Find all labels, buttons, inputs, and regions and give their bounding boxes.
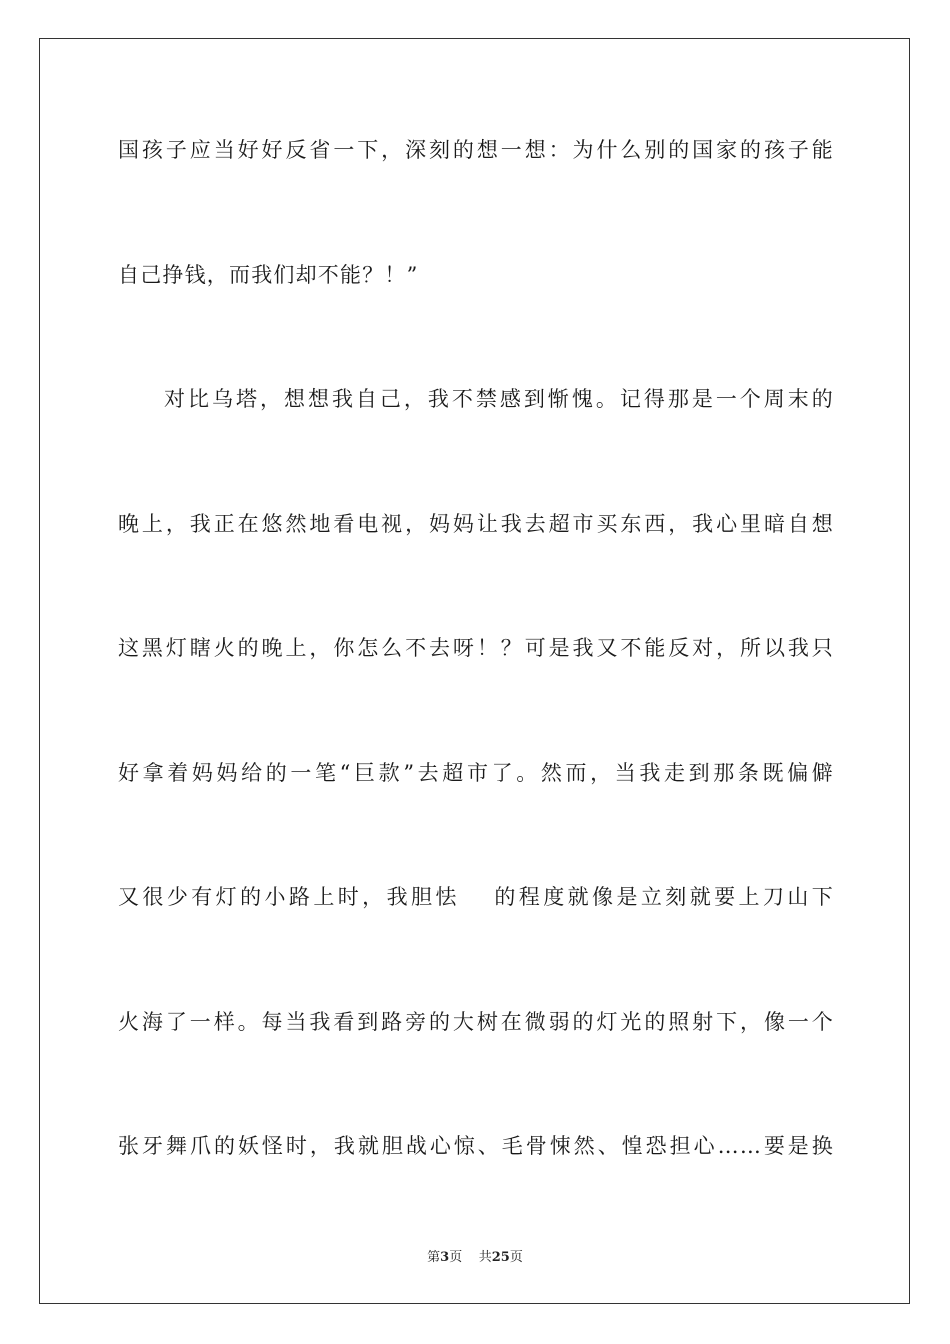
text-line: 好拿着妈妈给的一笔“巨款”去超市了。然而，当我走到那条既偏僻	[118, 760, 834, 785]
page-number: 3	[440, 1250, 450, 1265]
text-line: 张牙舞爪的妖怪时，我就胆战心惊、毛骨悚然、惶恐担心……要是换	[118, 1134, 834, 1158]
total-pages: 25	[491, 1250, 510, 1265]
text-line: 晚上，我正在悠然地看电视，妈妈让我去超市买东西，我心里暗自想	[118, 511, 834, 536]
text-line: 对比乌塔，想想我自己，我不禁感到惭愧。记得那是一个周末的	[164, 387, 834, 411]
page-prefix: 第	[427, 1250, 441, 1265]
text-line: 自己挣钱，而我们却不能？！”	[118, 262, 419, 287]
text-line: 火海了一样。每当我看到路旁的大树在微弱的灯光的照射下，像一个	[118, 1009, 834, 1034]
document-body	[118, 128, 834, 1249]
text-line: 这黑灯瞎火的晚上，你怎么不去呀！？可是我又不能反对，所以我只	[118, 636, 834, 660]
text-line: 国孩子应当好好反省一下，深刻的想一想：为什么别的国家的孩子能	[118, 138, 834, 162]
total-suffix: 页	[509, 1250, 523, 1265]
page-footer	[0, 1246, 950, 1265]
text-line: 又很少有灯的小路上时，我胆怯 的程度就像是立刻就要上刀山下	[118, 885, 834, 909]
page-suffix: 页	[449, 1250, 463, 1265]
total-prefix: 共	[478, 1250, 492, 1265]
